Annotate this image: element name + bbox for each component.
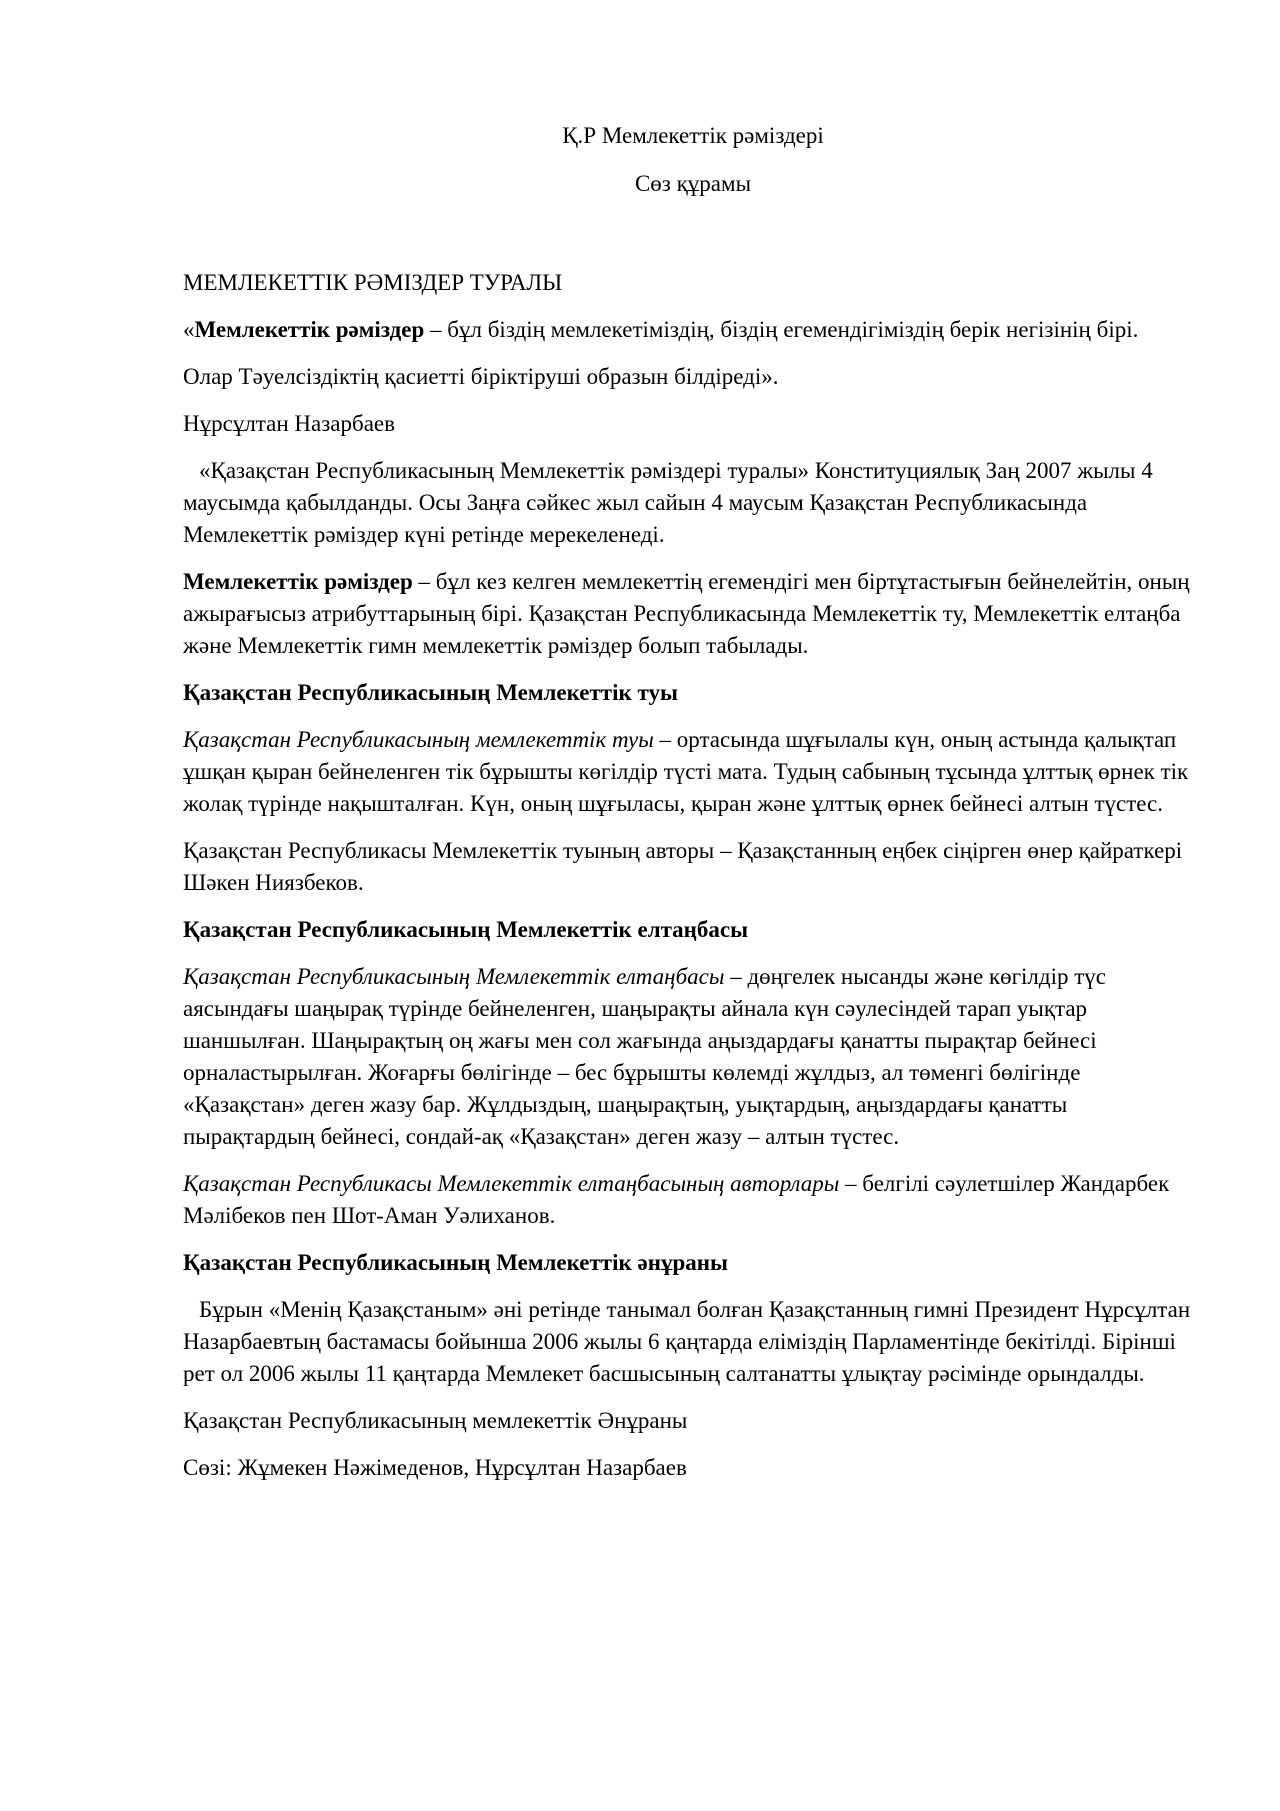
emblem-description-text: – дөңгелек нысанды және көгілдір түс аясындағы шаңырақ түрінде бейнеленген, шаңырақты айнала күн сәулесіндей тарап уықтар шаншылған. Шаңырақтың оң жағы мен сол жағында аңыздардағы қанатты пырақтар бейнесі орналастырылған. Жоғарғы бөлігінде – бес бұрышты көлемді жұлдыз, ал төменгі бөлігінде «Қазақстан» деген жазу бар. Жұлдыздың, шаңырақтың, уықтардың, аңыздардағы қанатты пырақтардың бейнесі, сондай-ақ «Қазақстан» деген жазу – алтын түстес. [183, 964, 1107, 1149]
law-paragraph: «Қазақстан Республикасының Мемлекеттік рәміздері туралы» Конституциялық Заң 2007 жылы 4 маусымда қабылданды. Осы Заңға сәйкес жыл сайын 4 маусым Қазақстан Республикасында Мемлекеттік рәміздер күні ретінде мерекеленеді. [183, 458, 1153, 547]
flag-description-text: – ортасында шұғылалы күн, оның астында қалықтап ұшқан қыран бейнеленген тік бұрышты көгілдір түсті мата. Тудың сабының тұсында ұлттық өрнек тік жолақ түрінде нақышталған. Күн, оның шұғыласы, қыран және ұлттық өрнек бейнесі алтын түстес. [183, 727, 1189, 816]
definition-bold-term: Мемлекеттік рәміздер [183, 569, 413, 594]
anthem-paragraph: Бұрын «Менің Қазақстаным» әні ретінде танымал болған Қазақстанның гимні Президент Нұрсұлтан Назарбаевтың бастамасы бойынша 2006 жылы 6 қаңтарда еліміздің Парламентінде бекітілді. Бірінші рет ол 2006 жылы 11 қаңтарда Мемлекет басшысының салтанатты ұлықтау рәсімінде орындалды. [183, 1297, 1191, 1386]
anthem-lyrics-by: Сөзі: Жұмекен Нәжімеденов, Нұрсұлтан Назарбаев [183, 1455, 687, 1480]
flag-heading [183, 677, 1203, 709]
definition-paragraph [183, 566, 1203, 662]
definition-text: – бұл кез келген мемлекеттің егемендігі мен біртұтастығын бейнелейтін, оның ажырағысыз атрибуттарының бірі. Қазақстан Республикасында Мемлекеттік ту, Мемлекеттік елтаңба және Мемлекеттік гимн мемлекеттік рәміздер болып табылады. [183, 569, 1190, 658]
document-subtitle: Сөз құрамы [634, 171, 752, 196]
emblem-authors-italic: Қазақстан Республикасы Мемлекеттік елтаңбасының авторлары [183, 1171, 840, 1196]
quote-text: – бұл біздің мемлекетіміздің, біздің егемендігіміздің берік негізінің бірі. [424, 317, 1139, 342]
flag-author: Қазақстан Республикасы Мемлекеттік туының авторы – Қазақстанның еңбек сіңірген өнер қайраткері Шәкен Ниязбеков. [183, 838, 1183, 895]
emblem-italic-term: Қазақстан Республикасының Мемлекеттік елтаңбасы [183, 964, 725, 989]
emblem-authors [183, 1168, 1203, 1232]
quote-open-mark: « [183, 317, 195, 342]
emblem-authors-text: – белгілі сәулетшілер Жандарбек Мәлібеков пен Шот-Аман Уәлиханов. [183, 1171, 1170, 1228]
quote-paragraph [183, 314, 1203, 346]
anthem-title-line: Қазақстан Республикасының мемлекеттік Әнұраны [183, 1408, 688, 1433]
flag-heading-text: Қазақстан Республикасының Мемлекеттік туы [183, 680, 678, 705]
quote-author: Нұрсұлтан Назарбаев [183, 411, 395, 436]
anthem-heading-text: Қазақстан Республикасының Мемлекеттік әнұраны [183, 1250, 728, 1275]
section-heading: МЕМЛЕКЕТТІК РӘМІЗДЕР ТУРАЛЫ [183, 270, 563, 295]
anthem-heading [183, 1247, 1203, 1279]
flag-italic-term: Қазақстан Республикасының мемлекеттік туы [183, 727, 654, 752]
document-title: Қ.Р Мемлекеттік рәміздері [562, 123, 824, 148]
document-body [183, 120, 1203, 1484]
flag-description [183, 724, 1203, 820]
emblem-heading-text: Қазақстан Республикасының Мемлекеттік елтаңбасы [183, 917, 749, 942]
emblem-heading [183, 914, 1203, 946]
quote-bold-term: Мемлекеттік рәміздер [194, 317, 425, 342]
emblem-description [183, 961, 1203, 1153]
quote-line-2: Олар Тәуелсіздіктің қасиетті біріктіруші образын білдіреді». [183, 364, 779, 389]
